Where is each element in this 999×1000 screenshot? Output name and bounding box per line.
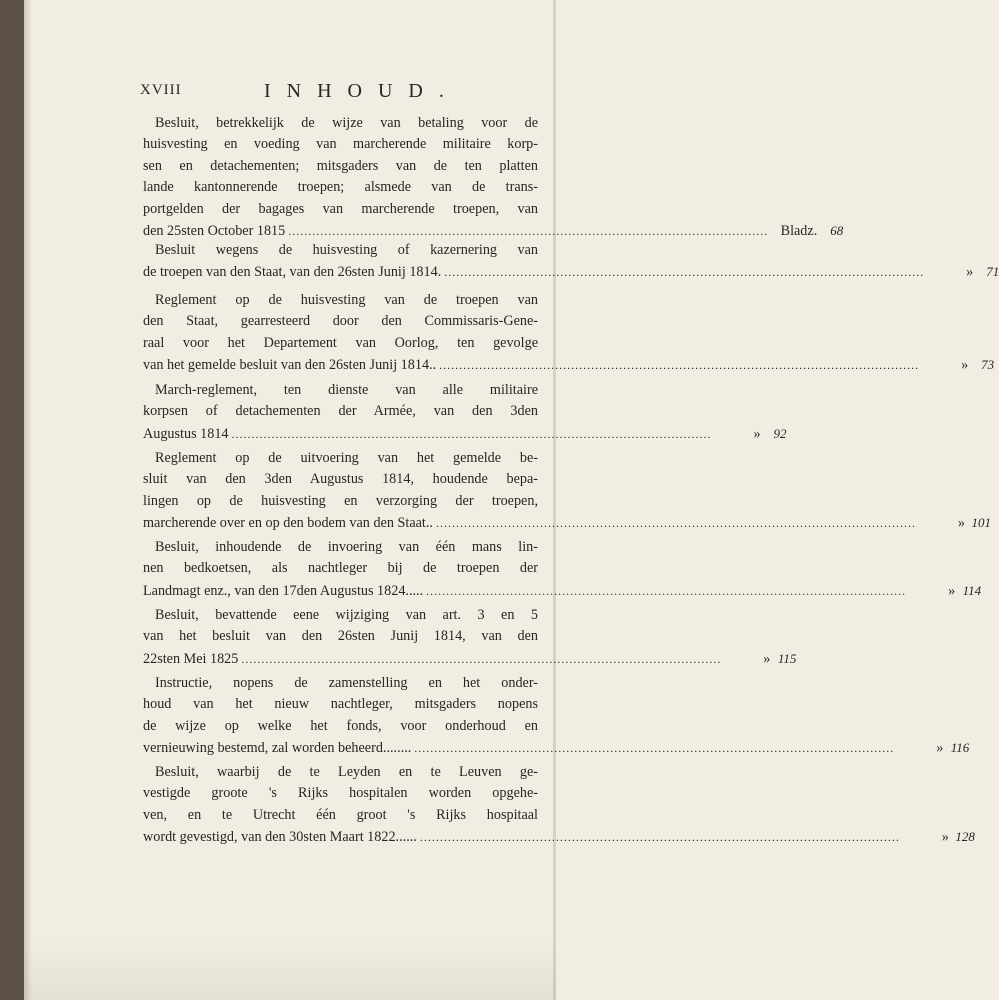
toc-entry-line: lingen op de huisvesting en verzorging der troepen, <box>143 492 538 509</box>
page-ref-prefix: » <box>961 357 969 374</box>
page-ref-prefix: » <box>948 582 956 599</box>
page-bottom-shadow <box>24 940 556 1000</box>
page-ref-prefix: » <box>763 650 771 667</box>
toc-entry <box>143 240 999 283</box>
dot-leader: ........................................................................................................................ <box>231 426 712 441</box>
toc-entry-line: lande kantonnerende troepen; alsmede van de trans- <box>143 179 538 196</box>
dot-leader: ........................................................................................................................ <box>419 830 900 845</box>
toc-entry-text: den 25sten October 1815 <box>143 222 286 239</box>
page-ref-prefix: » <box>936 740 944 757</box>
toc-entry-line: March-reglement, ten dienste van alle militaire <box>155 382 538 398</box>
toc-entry-line: Besluit, inhoudende de invoering van één mans lin- <box>155 539 538 555</box>
toc-entry-line: Reglement op de uitvoering van het gemelde be- <box>155 450 538 466</box>
running-head <box>140 80 540 106</box>
dot-leader: ........................................................................................................................ <box>288 223 769 238</box>
toc-entry-line: portgelden der bagages van marcherende troepen, van <box>143 200 538 217</box>
page-ref-prefix: » <box>966 264 974 281</box>
toc-entry-line: sluit van den 3den Augustus 1814, houdende bepa- <box>143 471 538 488</box>
toc-entry-line: raal voor het Departement van Oorlog, ten gevolge <box>143 334 538 351</box>
toc-entry-line: de wijze op welke het fonds, voor onderhoud en <box>143 717 538 734</box>
toc-entry-line: huisvesting en voeding van marcherende militaire korp- <box>143 136 538 153</box>
page-fold-shadow <box>24 0 32 1000</box>
toc-entry-line: van het besluit van den 26sten Junij 1814, van den <box>143 628 538 645</box>
dot-leader: ........................................................................................................................ <box>444 265 925 280</box>
toc-entry-last-line <box>143 220 844 241</box>
page-ref-prefix: » <box>957 515 965 532</box>
page-title: INHOUD. <box>264 80 460 102</box>
toc-entry-line: Besluit, betrekkelijk de wijze van betaling voor de <box>155 115 538 131</box>
toc-entry <box>143 762 975 848</box>
toc-entry-text: marcherende over en op den bodem van den Staat.. <box>143 515 433 532</box>
page-ref-number: 101 <box>971 515 991 531</box>
toc-entry-line: Instructie, nopens de zamenstelling en het onder- <box>155 675 538 691</box>
toc-entry-line: sen en detachementen; mitsgaders van de ten platten <box>143 157 538 174</box>
toc-entry-line: Besluit wegens de huisvesting of kazernering van <box>155 242 538 258</box>
toc-entry <box>143 605 797 669</box>
toc-entry-last-line <box>143 580 982 601</box>
page-ref-number: 68 <box>830 222 844 238</box>
dot-leader: ........................................................................................................................ <box>414 741 895 756</box>
page-ref-number: 116 <box>950 740 970 756</box>
toc-entry <box>143 290 995 376</box>
page-ref-number: 128 <box>955 829 975 845</box>
page-ref-number: 73 <box>981 357 995 373</box>
toc-entry-line: vestigde groote 's Rijks hospitalen worden opgehe- <box>143 785 538 802</box>
toc-entry-line: nen bedkoetsen, als nachtleger bij de troepen der <box>143 560 538 577</box>
toc-entry-line: Besluit, waarbij de te Leyden en te Leuven ge- <box>155 764 538 780</box>
toc-entry-last-line <box>143 648 797 669</box>
toc-entry-last-line <box>143 512 991 533</box>
toc-entry-text: vernieuwing bestemd, zal worden beheerd........ <box>143 740 412 757</box>
page-ref-prefix: » <box>941 829 949 846</box>
dot-leader: ........................................................................................................................ <box>439 358 920 373</box>
toc-entry-text: wordt gevestigd, van den 30sten Maart 1822...... <box>143 829 417 846</box>
toc-entry <box>143 448 991 534</box>
toc-entry <box>143 673 970 759</box>
toc-entry <box>143 380 787 444</box>
toc-entry <box>143 113 844 241</box>
toc-entry-last-line <box>143 826 975 847</box>
toc-entry-last-line <box>143 737 970 758</box>
toc-entry-last-line <box>143 354 995 375</box>
page-ref-number: 115 <box>777 650 797 666</box>
toc-entry-last-line <box>143 261 999 282</box>
toc-entry-line: ven, en te Utrecht één groot 's Rijks hospitaal <box>143 806 538 823</box>
toc-entry-text: van het gemelde besluit van den 26sten Junij 1814.. <box>143 357 437 374</box>
toc-entry-text: 22sten Mei 1825 <box>143 650 239 667</box>
page-ref-number: 114 <box>962 582 982 598</box>
toc-entry-text: Augustus 1814 <box>143 425 229 442</box>
toc-entry-last-line <box>143 423 787 444</box>
toc-entry-text: de troepen van den Staat, van den 26sten Junij 1814. <box>143 264 442 281</box>
toc-entry-line: Reglement op de huisvesting van de troepen van <box>155 292 538 308</box>
toc-entry-line: houd van het nieuw nachtleger, mitsgaders nopens <box>143 696 538 713</box>
page-ref-number: 92 <box>773 425 787 441</box>
toc-entry-line: korpsen of detachementen der Armée, van den 3den <box>143 403 538 420</box>
page-number: XVIII <box>140 82 182 98</box>
toc-entry-line: Besluit, bevattende eene wijziging van art. 3 en 5 <box>155 607 538 623</box>
toc-entry-text: Landmagt enz., van den 17den Augustus 1824..... <box>143 582 424 599</box>
dot-leader: ........................................................................................................................ <box>426 583 907 598</box>
dot-leader: ........................................................................................................................ <box>241 651 722 666</box>
page-ref-prefix: Bladz. <box>780 222 818 239</box>
page-edge <box>553 0 556 1000</box>
page-ref-prefix: » <box>753 425 761 442</box>
page-ref-number: 71 <box>986 264 999 280</box>
book-gutter <box>0 0 24 1000</box>
toc-entry-line: den Staat, gearresteerd door den Commissaris-Gene- <box>143 313 538 330</box>
toc-entry <box>143 537 982 601</box>
dot-leader: ........................................................................................................................ <box>435 516 916 531</box>
